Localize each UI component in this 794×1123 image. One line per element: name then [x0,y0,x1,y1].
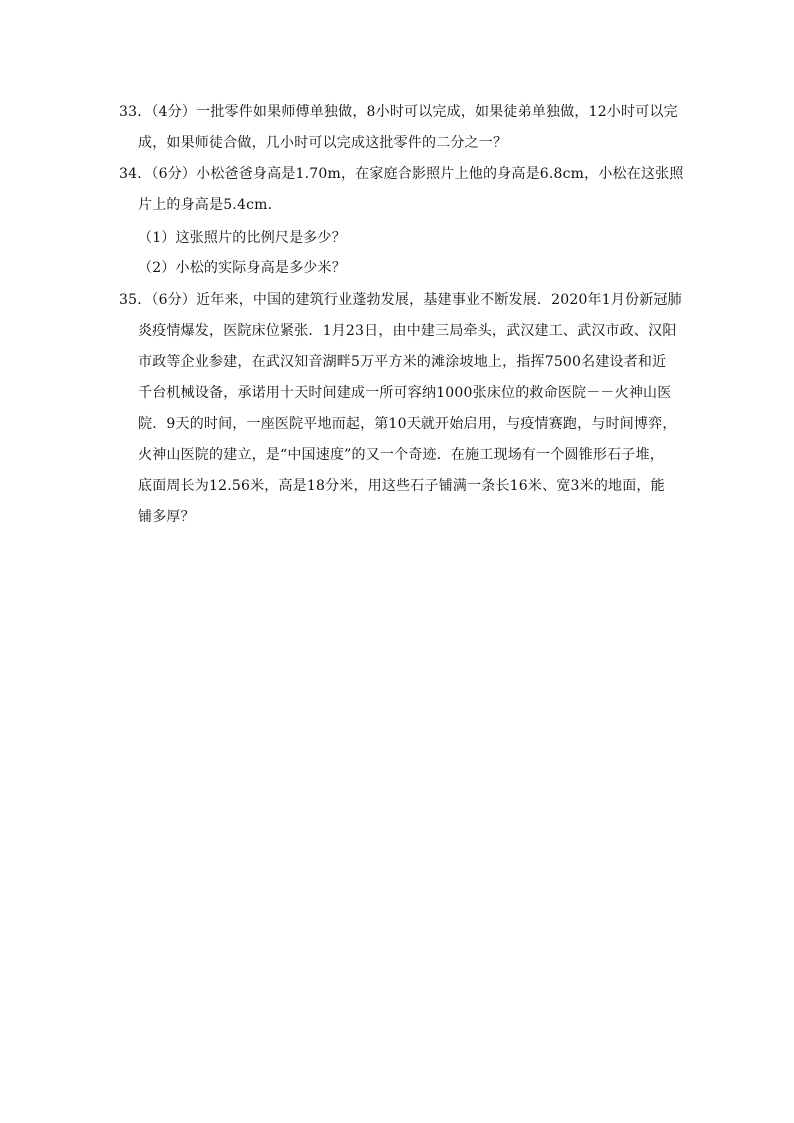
question-35-line-3: 市政等企业参建，在武汉知音湖畔5万平方米的滩涂坡地上，指挥7500名建设者和近 [138,354,667,370]
question-35-line-6: 火神山医院的建立，是“中国速度”的又一个奇迹．在施工现场有一个圆锥形石子堆， [138,447,664,463]
question-34-line-1: 34．（6分）小松爸爸身高是1.70m，在家庭合影照片上他的身高是6.8cm，小松在这张照 [119,166,684,182]
question-34-sub-item-1: （1）这张照片的比例尺是多少？ [138,230,346,246]
question-33-line-2: 成，如果师徒合做，几小时可以完成这批零件的二分之一？ [138,135,508,151]
question-34-line-2: 片上的身高是5.4cm． [138,197,282,213]
question-35-line-8: 铺多厚？ [138,509,195,525]
question-35-line-7: 底面周长为12.56米，高是18分米，用这些石子铺满一条长16米、宽3米的地面，能 [138,478,665,494]
question-35-line-5: 院．9天的时间，一座医院平地而起，第10天就开始启用，与疫情赛跑，与时间博弈， [138,416,677,432]
question-35-line-2: 炎疫情爆发，医院床位紧张．1月23日，由中建三局牵头，武汉建工、武汉市政、汉阳 [138,323,677,339]
question-34-sub-item-2: （2）小松的实际身高是多少米？ [138,260,346,276]
question-35-line-1: 35．（6分）近年来，中国的建筑行业蓬勃发展，基建事业不断发展．2020年1月份新冠肺 [119,292,682,308]
question-35-line-4: 千台机械设备，承诺用十天时间建成一所可容纳1000张床位的救命医院－－火神山医 [138,385,672,401]
question-33-line-1: 33．（4分）一批零件如果师傅单独做，8小时可以完成，如果徒弟单独做，12小时可以完 [119,104,678,120]
